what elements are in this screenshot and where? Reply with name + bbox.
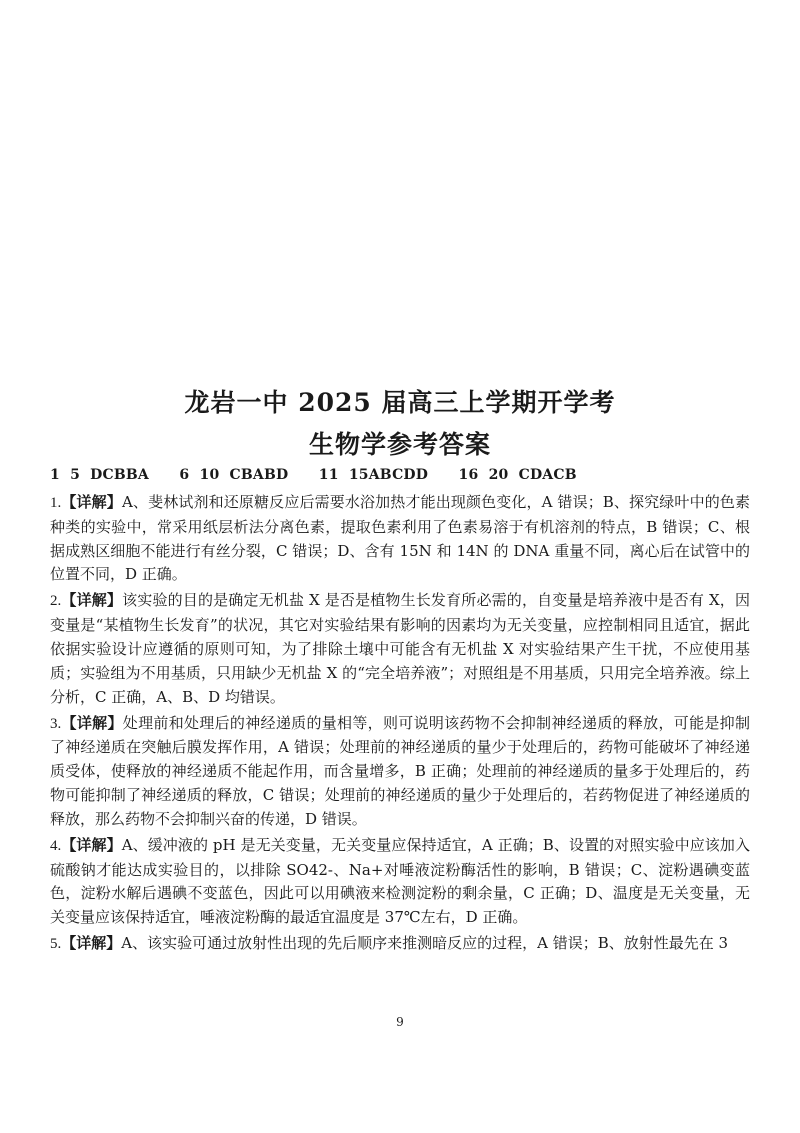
question-number: 4. (50, 837, 62, 854)
explanation-text: 处理前和处理后的神经递质的量相等，则可说明该药物不会抑制神经递质的释放，可能是抑制了神经递质在突触后膜发挥作用，A 错误；处理前的神经递质的量少于处理后的，药物可能破坏了神经递质受体，使释放的神经递质不能起作用，而含量增多，B 正确；处理前的神经递质的量多于处理后的，药物可能抑制了神经递质的释放，C 错误；处理前的神经递质的量少于处理后的，若药物促进了神经递质的释放，那么药物不会抑制兴奋的传递，D 错误。 (50, 713, 750, 828)
explanation-tag: 【详解】 (61, 591, 123, 610)
question-number: 3. (50, 715, 62, 732)
question-number: 1. (50, 495, 62, 511)
explanation-text: 该实验的目的是确定无机盐 X 是否是植物生长发育所必需的，自变量是培养液中是否有 X，因变量是“某植物生长发育”的状况，其它对实验结果有影响的因素均为无关变量，应控制相同且适宜，据此依据实验设计应遵循的原则可知，为了排除土壤中可能含有无机盐 X 对实验结果产生干扰，不应使用基质；实验组为不用基质，只用缺少无机盐 X 的“完全培养液”；对照组是不用基质，只用完全培养液。综上分析，C 正确，A、B、D 均错误。 (50, 591, 750, 706)
page-number: 9 (396, 1015, 404, 1029)
explanation-text: A、该实验可通过放射性出现的先后顺序来推测暗反应的过程，A 错误；B、放射性最先在 3 (121, 934, 729, 953)
explanation-text: A、斐林试剂和还原糖反应后需要水浴加热才能出现颜色变化，A 错误；B、探究绿叶中的色素种类的实验中，常采用纸层析法分离色素，提取色素利用了色素易溶于有机溶剂的特点，B 错误；C、根据成熟区细胞不能进行有丝分裂，C 错误；D、含有 15N 和 14N 的 DNA 重量不同，离心后在试管中的位置不同，D 正确。 (50, 493, 750, 584)
explanation-tag: 【详解】 (61, 934, 122, 953)
explanation-5 (50, 932, 750, 957)
explanation-4 (50, 834, 750, 930)
explanation-tag: 【详解】 (61, 493, 122, 511)
explanation-text: A、缓冲液的 pH 是无关变量，无关变量应保持适宜，A 正确；B、设置的对照实验中应该加入硫酸钠才能达成实验目的，以排除 SO42-、Na+对唾液淀粉酶活性的影响，B 错误；C、淀粉遇碘变蓝色，淀粉水解后遇碘不变蓝色，因此可以用碘液来检测淀粉的剩余量，C 正确；D、温度是无关变量，无关变量应该保持适宜，唾液淀粉酶的最适宜温度是 37℃左右，D 正确。 (50, 835, 750, 927)
document-title: 龙岩一中 2025 届高三上学期开学考 (184, 388, 616, 417)
explanation-tag: 【详解】 (61, 835, 122, 854)
question-number: 2. (50, 593, 62, 610)
explanations (50, 491, 750, 959)
document-subtitle: 生物学参考答案 (308, 430, 491, 459)
explanation-3 (50, 712, 750, 832)
explanation-2 (50, 589, 750, 709)
explanation-tag: 【详解】 (61, 713, 123, 732)
answer-key: 1 5 DCBBA 6 10 CBABD 11 15ABCDD 16 20 CDACB (50, 467, 577, 483)
explanation-1 (50, 491, 750, 587)
question-number: 5. (50, 936, 62, 953)
